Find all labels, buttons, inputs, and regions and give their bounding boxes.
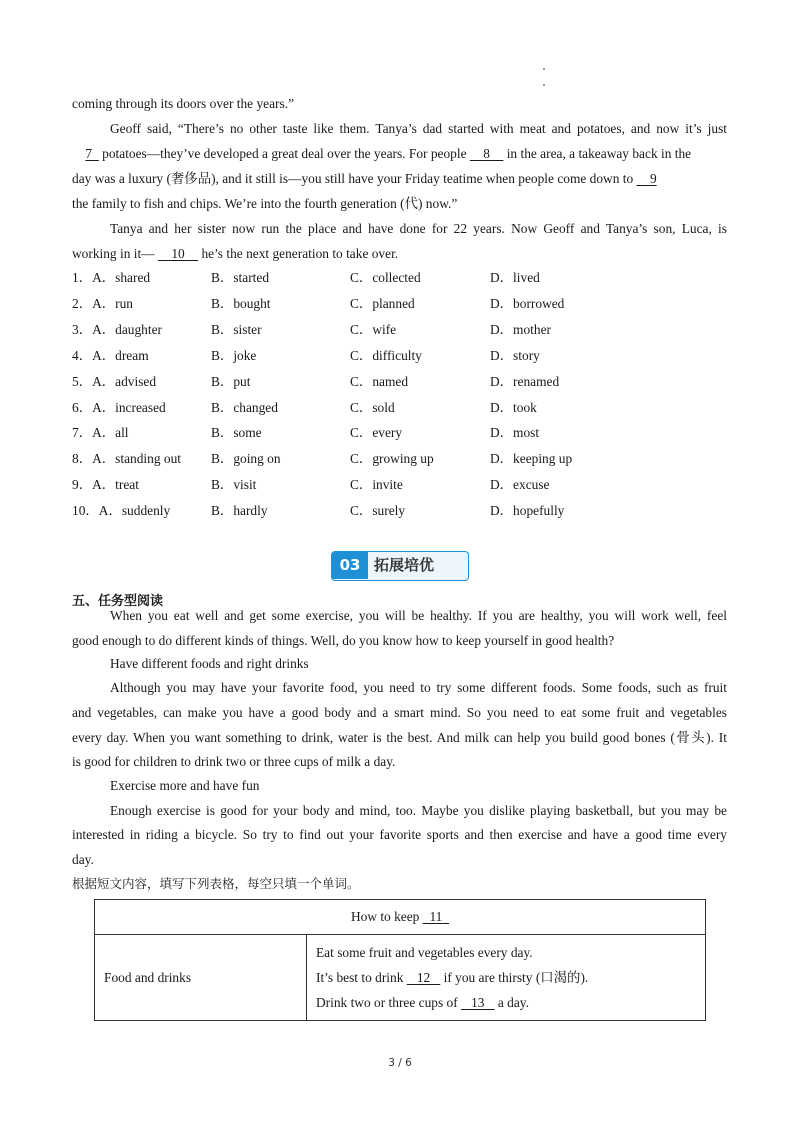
option-text: C．wife xyxy=(350,322,397,337)
option-text: D．borrowed xyxy=(490,296,565,311)
section-banner xyxy=(331,551,469,581)
option-text: B．joke xyxy=(211,348,257,363)
option-text: B．bought xyxy=(211,296,271,311)
option-text: D．most xyxy=(490,425,540,440)
option-text: C．growing up xyxy=(350,451,434,466)
option-text: 6．A．increased xyxy=(72,400,166,415)
option-text: C．planned xyxy=(350,296,415,311)
option-text: D．hopefully xyxy=(490,503,565,518)
option-text: B．changed xyxy=(211,400,278,415)
option-row xyxy=(72,291,727,316)
option-text: D．excuse xyxy=(490,477,550,492)
option-text: B．sister xyxy=(211,322,262,337)
option-text: 8．A．standing out xyxy=(72,451,181,466)
option-text: 10．A．suddenly xyxy=(72,503,171,518)
option-text: 5．A．advised xyxy=(72,374,157,389)
option-text: D．story xyxy=(490,348,540,363)
option-row xyxy=(72,317,727,342)
option-row xyxy=(72,395,727,420)
passage-line: 7 potatoes—they’ve developed a great deal over the years. For people 8 in the area, a takeaway back in the xyxy=(85,146,692,161)
task-table xyxy=(94,899,706,1021)
subheading: Exercise more and have fun xyxy=(110,778,260,793)
blank-7: 7 xyxy=(85,146,93,161)
section-heading: 五、任务型阅读 xyxy=(72,594,164,609)
option-text: B．visit xyxy=(211,477,257,492)
option-text: 7．A．all xyxy=(72,425,129,440)
banner-title: 拓展培优 xyxy=(374,556,435,574)
scan-dot xyxy=(543,68,545,70)
option-text: C．invite xyxy=(350,477,403,492)
option-text: C．every xyxy=(350,425,403,440)
passage-line: is good for children to drink two or three cups of milk a day. xyxy=(72,754,396,769)
option-text: B．some xyxy=(211,425,262,440)
option-text: B．put xyxy=(211,374,251,389)
option-text: C．difficulty xyxy=(350,348,422,363)
banner-number: 03 xyxy=(332,552,368,579)
passage-line: Although you may have your favorite food, you need to try some different foods. Some foods, such as fruit xyxy=(110,680,727,695)
option-text: D．took xyxy=(490,400,537,415)
blank-13: 13 xyxy=(471,995,485,1010)
option-text: 3．A．daughter xyxy=(72,322,162,337)
table-title: How to keep 11 xyxy=(95,900,706,935)
option-text: C．sold xyxy=(350,400,395,415)
option-text: D．renamed xyxy=(490,374,560,389)
option-row xyxy=(72,446,727,471)
passage-line: Geoff said, “There’s no other taste like them. Tanya’s dad started with meat and potatoes, and now it’s just xyxy=(110,121,727,136)
option-text: 1．A．shared xyxy=(72,270,151,285)
option-text: D．mother xyxy=(490,322,551,337)
passage-line: day was a luxury (奢侈品), and it still is—you still have your Friday teatime when people come down to 9 xyxy=(72,171,657,186)
passage-line: good enough to do different kinds of things. Well, do you know how to keep yourself in good health? xyxy=(72,633,615,648)
passage-line: Tanya and her sister now run the place and have done for 22 years. Now Geoff and Tanya’s son, Luca, is xyxy=(110,221,727,236)
option-text: 9．A．treat xyxy=(72,477,139,492)
page-number: 3 / 6 xyxy=(388,1057,412,1069)
option-text: 2．A．run xyxy=(72,296,133,311)
blank-10: 10 xyxy=(171,246,185,261)
option-row xyxy=(72,265,727,290)
passage-line: the family to fish and chips. We’re into the fourth generation (代) now.” xyxy=(72,196,458,211)
passage-line: working in it— 10 he’s the next generation to take over. xyxy=(72,246,399,261)
passage-line: day. xyxy=(72,852,94,867)
passage-line: Enough exercise is good for your body and mind, too. Maybe you dislike playing basketball, but you may be xyxy=(110,803,727,818)
scan-dot xyxy=(543,84,545,86)
option-text: C．named xyxy=(350,374,409,389)
option-row xyxy=(72,420,727,445)
option-row xyxy=(72,369,727,394)
option-text: B．hardly xyxy=(211,503,268,518)
passage-line: coming through its doors over the years.” xyxy=(72,96,295,111)
instruction: 根据短文内容，填写下列表格，每空只填一个单词。 xyxy=(72,876,360,891)
subheading: Have different foods and right drinks xyxy=(110,656,309,671)
option-text: D．keeping up xyxy=(490,451,573,466)
option-text: C．surely xyxy=(350,503,406,518)
option-text: C．collected xyxy=(350,270,421,285)
table-cell-content: Eat some fruit and vegetables every day. It’s best to drink 12 if you are thirsty (口渴的). Drink two or three cups of 13 a day. xyxy=(307,935,706,1021)
blank-8: 8 xyxy=(483,146,490,161)
passage-line: and vegetables, can make you have a good body and a smart mind. So you need to eat some fruit and vegetables xyxy=(72,705,727,720)
option-text: B．started xyxy=(211,270,270,285)
passage-line: interested in riding a bicycle. So try to find out your favorite sports and then exercise and have a good time every xyxy=(72,827,727,842)
option-row xyxy=(72,343,727,368)
table-row-label: Food and drinks xyxy=(95,935,307,1021)
option-text: D．lived xyxy=(490,270,540,285)
option-text: B．going on xyxy=(211,451,281,466)
passage-line: When you eat well and get some exercise, you will be healthy. If you are healthy, you will work well, feel xyxy=(110,608,727,623)
blank-11: 11 xyxy=(429,909,443,924)
blank-12: 12 xyxy=(416,970,431,985)
option-row xyxy=(72,472,727,497)
passage-line: every day. When you want something to drink, water is the best. And milk can help you build good bones (骨头). It xyxy=(72,730,727,745)
option-text: 4．A．dream xyxy=(72,348,149,363)
blank-9: 9 xyxy=(649,171,657,186)
option-row xyxy=(72,498,727,523)
